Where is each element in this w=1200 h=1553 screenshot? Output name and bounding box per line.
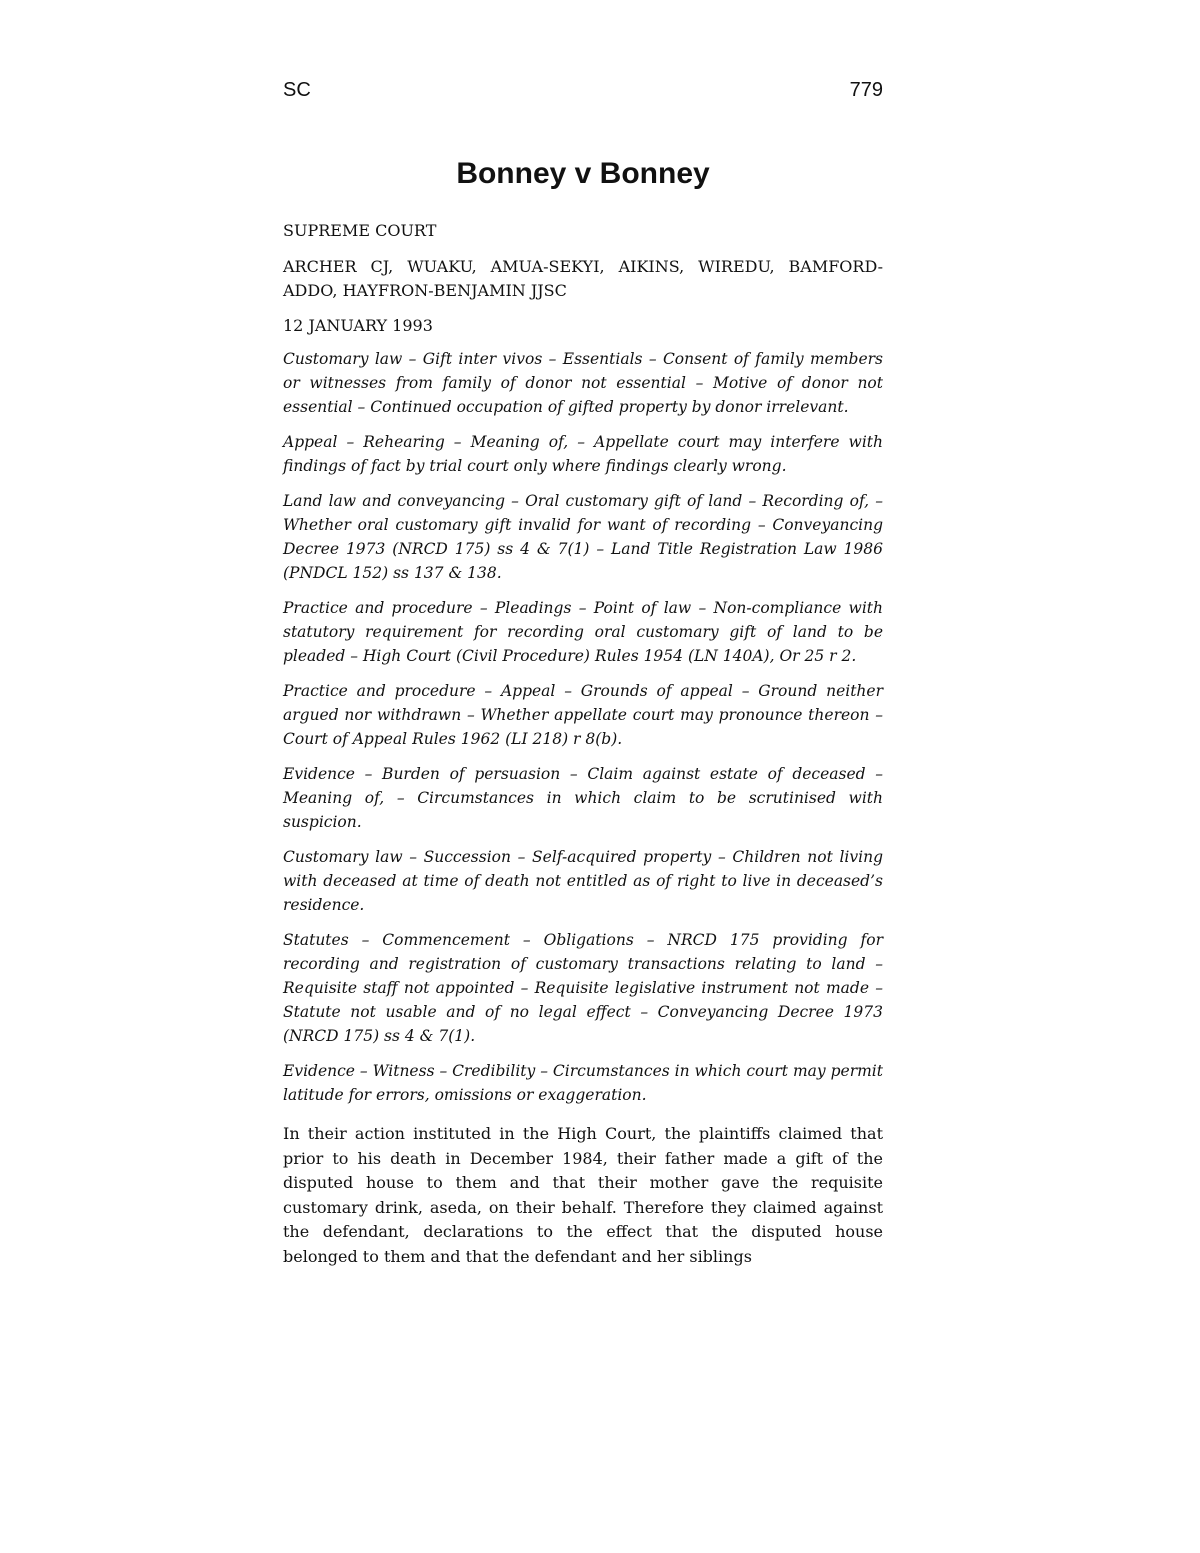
running-header [283, 76, 883, 104]
judgment-date: 12 JANUARY 1993 [283, 316, 433, 335]
court-abbreviation: SC [283, 79, 311, 101]
page-number: 779 [849, 79, 883, 101]
document-page [283, 76, 883, 1269]
headnote-customary-gift: Customary law – Gift inter vivos – Essentials – Consent of family members or witnesses from family of donor not essential – Motive of donor not essential – Continued occupation of gifted property by donor irrelevant. [283, 350, 883, 416]
court-name: SUPREME COURT [283, 221, 437, 240]
headnotes [283, 347, 883, 1107]
headnote-grounds-of-appeal: Practice and procedure – Appeal – Grounds of appeal – Ground neither argued nor withdrawn – Whether appellate court may pronounce thereon – Court of Appeal Rules 1962 (LI 218) r 8(b). [283, 682, 883, 748]
headnote-succession: Customary law – Succession – Self-acquired property – Children not living with deceased at time of death not entitled as of right to live in deceased’s residence. [283, 848, 883, 914]
headnote-land-law: Land law and conveyancing – Oral customary gift of land – Recording of, – Whether oral customary gift invalid for want of recording – Conveyancing Decree 1973 (NRCD 175) ss 4 & 7(1) – Land Title Registration Law 1986 (PNDCL 152) ss 137 & 138. [283, 492, 883, 582]
judges-list: ARCHER CJ, WUAKU, AMUA-SEKYI, AIKINS, WIREDU, BAMFORD-ADDO, HAYFRON-BENJAMIN JJSC [283, 257, 883, 300]
headnote-burden-of-persuasion: Evidence – Burden of persuasion – Claim against estate of deceased – Meaning of, – Circumstances in which claim to be scrutinised with suspicion. [283, 765, 883, 831]
headnote-pleadings: Practice and procedure – Pleadings – Point of law – Non-compliance with statutory requirement for recording oral customary gift of land to be pleaded – High Court (Civil Procedure) Rules 1954 (LN 140A), Or 25 r 2. [283, 599, 883, 665]
headnote-statutes: Statutes – Commencement – Obligations – NRCD 175 providing for recording and registration of customary transactions relating to land – Requisite staff not appointed – Requisite legislative instrument not made – Statute not usable and of no legal effect – Conveyancing Decree 1973 (NRCD 175) ss 4 & 7(1). [283, 931, 883, 1045]
case-title: Bonney v Bonney [456, 157, 710, 190]
body-paragraph: In their action instituted in the High Court, the plaintiffs claimed that prior to his death in December 1984, their father made a gift of the disputed house to them and that their mother gave the requisite customary drink, aseda, on their behalf. Therefore they claimed against the defendant, declarations to the effect that the disputed house belonged to them and that the defendant and her siblings [283, 1124, 883, 1266]
headnote-appeal-rehearing: Appeal – Rehearing – Meaning of, – Appellate court may interfere with findings of fact by trial court only where findings clearly wrong. [283, 433, 883, 475]
headnote-witness-credibility: Evidence – Witness – Credibility – Circumstances in which court may permit latitude for errors, omissions or exaggeration. [283, 1062, 883, 1104]
